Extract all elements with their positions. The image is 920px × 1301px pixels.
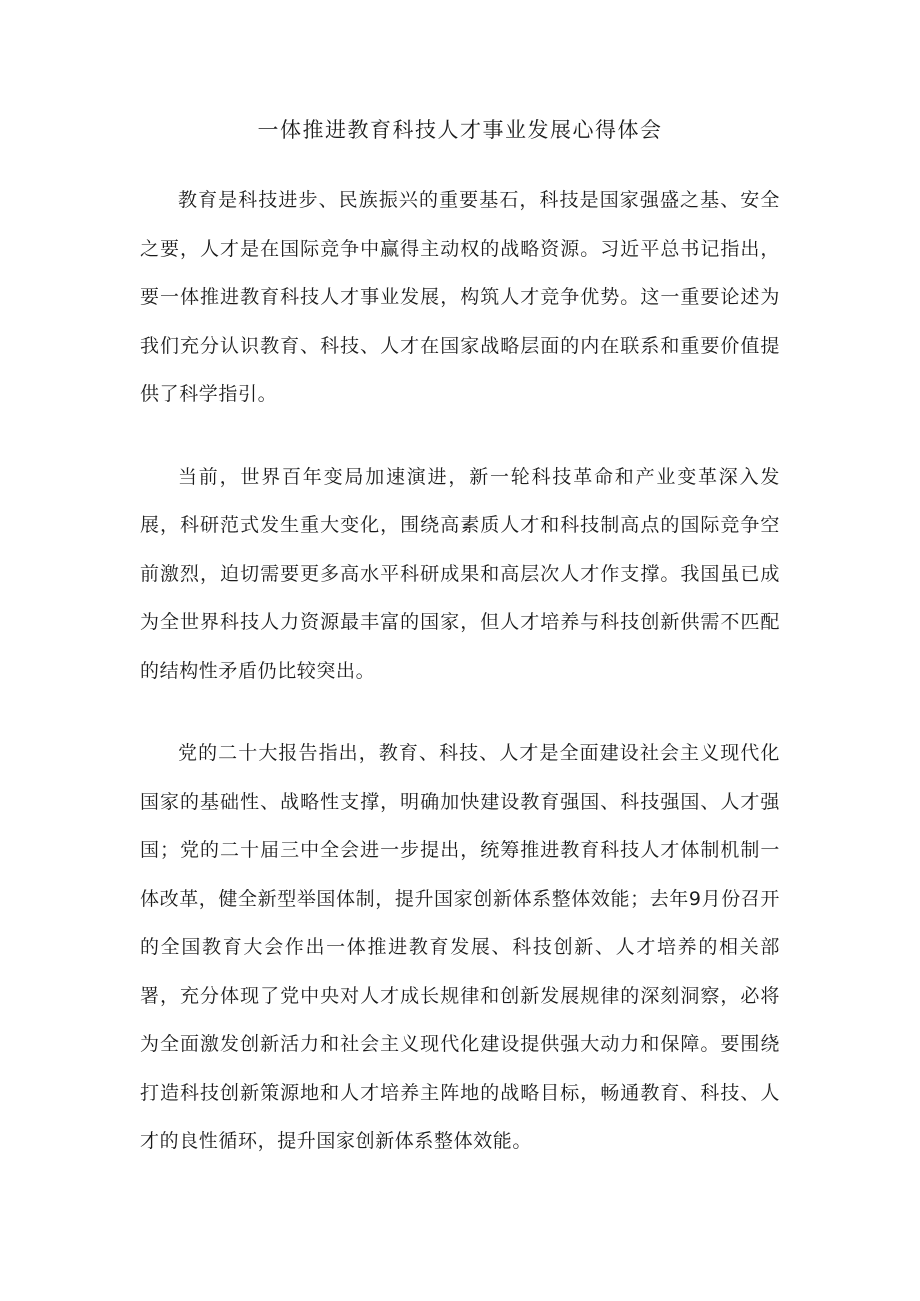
- paragraph-2: 当前，世界百年变局加速演进，新一轮科技革命和产业变革深入发展，科研范式发生重大变化，围绕高素质人才和科技制高点的国际竞争空前激烈，迫切需要更多高水平科研成果和高层次人才作支撑。我国虽已成为全世界科技人力资源最丰富的国家，但人才培养与科技创新供需不匹配的结构性矛盾仍比较突出。: [140, 465, 780, 682]
- paragraph-3: 党的二十大报告指出，教育、科技、人才是全面建设社会主义现代化国家的基础性、战略性支撑，明确加快建设教育强国、科技强国、人才强国；党的二十届三中全会进一步提出，统筹推进教育科技人才体制机制一体改革，健全新型举国体制，提升国家创新体系整体效能；去年9月份召开的全国教育大会作出一体推进教育发展、科技创新、人才培养的相关部署，充分体现了党中央对人才成长规律和创新发展规律的深刻洞察，必将为全面激发创新活力和社会主义现代化建设提供强大动力和保障。要围绕打造科技创新策源地和人才培养主阵地的战略目标，畅通教育、科技、人才的良性循环，提升国家创新体系整体效能。: [140, 742, 780, 1152]
- document-title: 一体推进教育科技人才事业发展心得体会: [257, 118, 663, 142]
- document-body: [140, 176, 780, 1200]
- paragraph-1: 教育是科技进步、民族振兴的重要基石，科技是国家强盛之基、安全之要，人才是在国际竞争中赢得主动权的战略资源。习近平总书记指出，要一体推进教育科技人才事业发展，构筑人才竞争优势。这一重要论述为我们充分认识教育、科技、人才在国家战略层面的内在联系和重要价值提供了科学指引。: [140, 189, 780, 405]
